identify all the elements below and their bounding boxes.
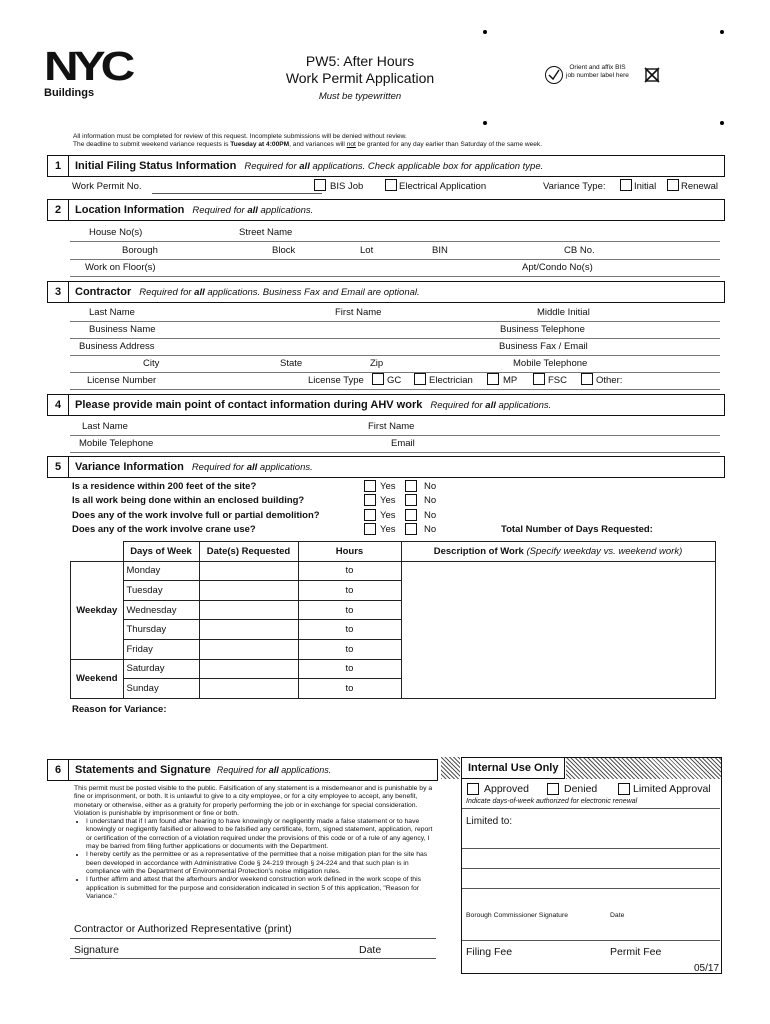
- license-other-checkbox[interactable]: [581, 373, 593, 385]
- description-input[interactable]: [401, 561, 715, 698]
- location-row-2[interactable]: [70, 243, 720, 260]
- dates-input[interactable]: [199, 639, 298, 659]
- location-row-3[interactable]: [70, 260, 720, 277]
- hours-input[interactable]: to: [298, 639, 401, 659]
- signature-date-label: Date: [359, 944, 382, 956]
- col-days-of-week: Days of Week: [123, 542, 199, 562]
- crane-no-checkbox[interactable]: [405, 523, 417, 535]
- work-floor-label: Work on Floor(s): [85, 262, 156, 273]
- city-label: City: [143, 358, 160, 369]
- residence-yes-checkbox[interactable]: [364, 480, 376, 492]
- contact-first-name-label: First Name: [368, 421, 415, 432]
- dates-input[interactable]: [199, 659, 298, 679]
- street-name-label: Street Name: [239, 227, 293, 238]
- no-label: No: [424, 510, 437, 521]
- commissioner-signature-label: Borough Commissioner Signature: [466, 912, 569, 919]
- dates-input[interactable]: [199, 600, 298, 620]
- business-address-label: Business Address: [79, 341, 155, 352]
- day-friday: Friday: [123, 639, 199, 659]
- hours-input[interactable]: to: [298, 561, 401, 581]
- bin-label: BIN: [432, 245, 448, 256]
- question-residence: Is a residence within 200 feet of the site?: [72, 481, 257, 492]
- yes-label: Yes: [380, 481, 396, 492]
- hours-input[interactable]: to: [298, 620, 401, 640]
- table-row[interactable]: [71, 561, 716, 581]
- day-monday: Monday: [123, 561, 199, 581]
- license-electrician-checkbox[interactable]: [414, 373, 426, 385]
- representative-print-label: Contractor or Authorized Representative (print): [74, 923, 292, 935]
- license-type-label: License Type: [308, 375, 364, 386]
- bis-job-label: BIS Job: [330, 181, 364, 192]
- day-wednesday: Wednesday: [123, 600, 199, 620]
- hours-input[interactable]: to: [298, 600, 401, 620]
- day-thursday: Thursday: [123, 620, 199, 640]
- nyc-buildings-logo: [44, 44, 131, 99]
- logo-text: NYC: [44, 44, 131, 90]
- variance-type-label: Variance Type:: [543, 181, 606, 192]
- business-telephone-label: Business Telephone: [500, 324, 585, 335]
- renewal-checkbox[interactable]: [667, 179, 679, 191]
- license-electrician-label: Electrician: [429, 375, 473, 386]
- revision-code: 05/17: [694, 963, 720, 974]
- lot-label: Lot: [360, 245, 374, 256]
- signature-label: Signature: [74, 944, 119, 956]
- logo-subtext: Buildings: [44, 87, 95, 99]
- location-row-1[interactable]: [70, 225, 720, 242]
- day-saturday: Saturday: [123, 659, 199, 679]
- intro-text: All information must be completed for review of this request. Incomplete submissions will be denied without review. The deadline to submit weekend variance requests is Tuesday at 4:00PM, and variances will not be granted for any day earlier than Saturday of the same week.: [73, 133, 543, 149]
- electrical-application-label: Electrical Application: [399, 181, 487, 192]
- enclosed-yes-checkbox[interactable]: [364, 494, 376, 506]
- limited-approval-checkbox[interactable]: [618, 783, 630, 795]
- section-5-header: 5 Variance Information Required for all applications.: [47, 456, 725, 478]
- reason-for-variance-field[interactable]: [72, 718, 717, 754]
- registration-mark: [483, 121, 487, 125]
- mobile-telephone-label: Mobile Telephone: [513, 358, 588, 369]
- internal-use-title: Internal Use Only: [461, 757, 565, 779]
- section-4-header: 4 Please provide main point of contact information during AHV work Required for all applications.: [47, 394, 725, 416]
- internal-hatch-left: [441, 757, 460, 779]
- approved-label: Approved: [484, 783, 529, 795]
- license-gc-checkbox[interactable]: [372, 373, 384, 385]
- hours-input[interactable]: to: [298, 581, 401, 601]
- contact-last-name-label: Last Name: [82, 421, 128, 432]
- contractor-row-2[interactable]: [70, 322, 720, 339]
- approved-checkbox[interactable]: [467, 783, 479, 795]
- signature-field[interactable]: [70, 958, 436, 959]
- weekend-label: Weekend: [71, 659, 124, 698]
- apt-condo-label: Apt/Condo No(s): [522, 262, 593, 273]
- license-fsc-label: FSC: [548, 375, 567, 386]
- contact-mobile-label: Mobile Telephone: [79, 438, 154, 449]
- contractor-row-1[interactable]: [70, 305, 720, 322]
- demolition-no-checkbox[interactable]: [405, 509, 417, 521]
- question-crane: Does any of the work involve crane use?: [72, 524, 256, 535]
- initial-label: Initial: [634, 181, 657, 192]
- question-demolition: Does any of the work involve full or partial demolition?: [72, 510, 320, 521]
- demolition-yes-checkbox[interactable]: [364, 509, 376, 521]
- license-mp-checkbox[interactable]: [487, 373, 499, 385]
- col-dates-requested: Date(s) Requested: [199, 542, 298, 562]
- enclosed-no-checkbox[interactable]: [405, 494, 417, 506]
- yes-label: Yes: [380, 495, 396, 506]
- no-label: No: [424, 524, 437, 535]
- borough-label: Borough: [122, 245, 158, 256]
- state-label: State: [280, 358, 303, 369]
- section-2-header: 2 Location Information Required for all applications.: [47, 199, 725, 221]
- cb-no-label: CB No.: [564, 245, 595, 256]
- limited-to-label: Limited to:: [466, 816, 513, 827]
- dates-input[interactable]: [199, 581, 298, 601]
- license-number-label: License Number: [87, 375, 157, 386]
- limited-to-line-2[interactable]: [462, 868, 720, 869]
- day-tuesday: Tuesday: [123, 581, 199, 601]
- contractor-row-4[interactable]: [70, 356, 720, 373]
- registration-mark: [720, 121, 724, 125]
- crane-yes-checkbox[interactable]: [364, 523, 376, 535]
- yes-label: Yes: [380, 510, 396, 521]
- weekday-label: Weekday: [71, 561, 124, 659]
- statements-text: This permit must be posted visible to the public. Falsification of any statement is a misdemeanor and is punishable by a fine or imprisonment, or both. It is unlawful to give to a city employee, or for a city employee to accept, any benefit, monetary or otherwise, either as a gratuity for properly performing the job or in exchange for special consideration. Violation is punishable by imprisonment or fine or both. • I understand that if I am found after hearing to have knowingly or negligently made a false statement or to have knowingly or negligently falsified or allowed to be falsified any certificate, form, signed statement, application, report or certification of the correction of a violation required under the provisions of this code or of a rule of any agency, I may be barred from filing further applications or documents with the Department. • I hereby certify as the permittee or as a representative of the permittee that a noise mitigation plan for the site has been developed in accordance with Administrative Code § 24-219 through § 24-224 and that such plan is in compliance with the Department of Environmental Protection's noise mitigation rules. • I further affirm and attest that the afterhours and/or weekend construction work defined in the work scope of this application is submitted for the purpose and consideration indicated in section 5 of this application, "Reason for Variance.": [74, 785, 436, 901]
- block-label: Block: [272, 245, 296, 256]
- registration-mark: [720, 30, 724, 34]
- section-6-header: 6 Statements and Signature Required for all applications.: [47, 759, 438, 781]
- filing-fee-label: Filing Fee: [466, 946, 513, 958]
- question-enclosed: Is all work being done within an enclosed building?: [72, 495, 305, 506]
- hours-input[interactable]: to: [298, 659, 401, 679]
- no-staple-icon: [644, 67, 660, 83]
- form-title-line1: PW5: After Hours: [305, 53, 415, 69]
- contact-row-2[interactable]: [70, 436, 720, 453]
- work-permit-no-field[interactable]: [152, 193, 322, 194]
- license-gc-label: GC: [387, 375, 402, 386]
- day-sunday: Sunday: [123, 679, 199, 699]
- variance-days-table: [70, 541, 716, 699]
- work-permit-no-label: Work Permit No.: [72, 181, 142, 192]
- no-label: No: [424, 481, 437, 492]
- commissioner-date-label: Date: [610, 912, 625, 919]
- hours-input[interactable]: to: [298, 679, 401, 699]
- commissioner-signature-field[interactable]: [462, 940, 720, 941]
- indicate-days-field[interactable]: [462, 808, 720, 809]
- zip-label: Zip: [370, 358, 384, 369]
- form-title-line2: Work Permit Application: [285, 70, 435, 86]
- house-no-label: House No(s): [89, 227, 143, 238]
- electrical-application-checkbox[interactable]: [385, 179, 397, 191]
- no-label: No: [424, 495, 437, 506]
- limited-approval-label: Limited Approval: [633, 783, 711, 795]
- dates-input[interactable]: [199, 679, 298, 699]
- dates-input[interactable]: [199, 620, 298, 640]
- business-fax-email-label: Business Fax / Email: [499, 341, 588, 352]
- form-subtitle: Must be typewritten: [318, 91, 402, 102]
- indicate-days-label: Indicate days-of-week authorized for electronic renewal: [466, 798, 638, 805]
- license-other-label: Other:: [596, 375, 623, 386]
- section-3-header: 3 Contractor Required for all applications. Business Fax and Email are optional.: [47, 281, 725, 303]
- col-description: Description of Work (Specify weekday vs. weekend work): [401, 542, 715, 562]
- denied-checkbox[interactable]: [547, 783, 559, 795]
- business-name-label: Business Name: [89, 324, 156, 335]
- contact-row-1[interactable]: [70, 419, 720, 436]
- initial-checkbox[interactable]: [620, 179, 632, 191]
- license-fsc-checkbox[interactable]: [533, 373, 545, 385]
- dates-input[interactable]: [199, 561, 298, 581]
- total-days-label: Total Number of Days Requested:: [501, 524, 653, 535]
- representative-print-field[interactable]: [70, 938, 436, 939]
- permit-fee-label: Permit Fee: [610, 946, 662, 958]
- limited-to-line-3[interactable]: [462, 888, 720, 889]
- contact-email-label: Email: [391, 438, 415, 449]
- contractor-last-name-label: Last Name: [89, 307, 135, 318]
- bis-label-instruction: Orient and affix BIS job number label here: [566, 64, 629, 79]
- residence-no-checkbox[interactable]: [405, 480, 417, 492]
- bis-label-check-icon: [545, 66, 563, 84]
- internal-hatch-right: [566, 758, 721, 779]
- col-hours: Hours: [298, 542, 401, 562]
- denied-label: Denied: [564, 783, 598, 795]
- limited-to-line-1[interactable]: [462, 848, 720, 849]
- registration-mark: [483, 30, 487, 34]
- reason-for-variance-label: Reason for Variance:: [72, 704, 167, 715]
- section-1-header: 1 Initial Filing Status Information Required for all applications. Check applicable box for application type.: [47, 155, 725, 177]
- renewal-label: Renewal: [681, 181, 718, 192]
- contractor-row-3[interactable]: [70, 339, 720, 356]
- bis-job-checkbox[interactable]: [314, 179, 326, 191]
- contractor-first-name-label: First Name: [335, 307, 382, 318]
- yes-label: Yes: [380, 524, 396, 535]
- contractor-middle-initial-label: Middle Initial: [537, 307, 590, 318]
- license-mp-label: MP: [503, 375, 518, 386]
